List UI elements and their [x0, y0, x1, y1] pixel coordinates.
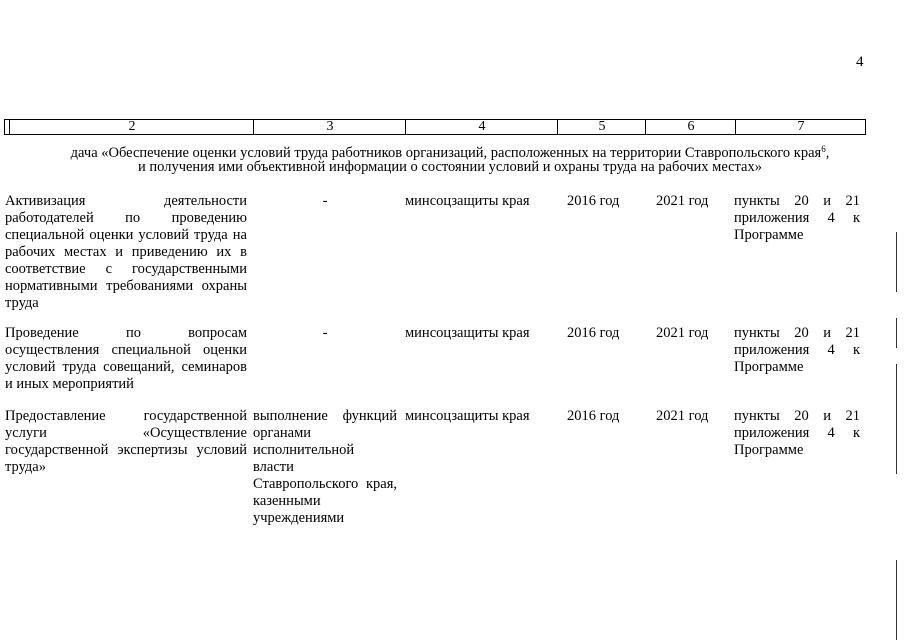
scan-edge-mark — [896, 364, 897, 474]
scan-edge-mark — [896, 232, 897, 292]
start-year: 2016 год — [567, 325, 620, 341]
responsible-executor: минсоцзащиты края — [405, 325, 530, 341]
measure-executors: - — [322, 193, 328, 209]
measure-description: Проведение по вопросам осуществления специальной оценки условий труда совещаний, семинаров и иных мероприятий — [5, 325, 247, 392]
responsible-executor: минсоцзащиты края — [405, 408, 530, 424]
section-title-line-1: дача «Обеспечение оценки условий труда работников организаций, расположенных на территории Ставропольского края$^6$, — [70, 144, 830, 161]
indicator-reference: пункты 20 и 21 приложения 4 к Программе — [734, 325, 860, 375]
indicator-reference: пункты 20 и 21 приложения 4 к Программе — [734, 408, 860, 458]
measure-description: Активизация деятельности работодателей по проведению специальной оценки условий труда на рабочих местах и приведению их в соответствие с государственными нормативными требованиями охраны труда — [5, 193, 247, 311]
start-year: 2016 год — [567, 193, 620, 209]
section-title-line-2: и получения ими объективной информации о состоянии условий и охраны труда на рабочих местах» — [138, 159, 762, 175]
page-number: 4 — [856, 54, 864, 70]
responsible-executor: минсоцзащиты края — [405, 193, 530, 209]
scan-edge-mark — [896, 318, 897, 348]
measure-executors: выполнение функций органами исполнительной власти Ставропольского края, казенными учреждениями — [253, 408, 397, 526]
start-year: 2016 год — [567, 408, 620, 424]
column-header-3: 3 — [253, 120, 406, 134]
column-header-7: 7 — [735, 120, 866, 134]
footnote-marker: 6 — [821, 144, 826, 154]
table-header-row — [4, 119, 866, 135]
column-header-5: 5 — [557, 120, 646, 134]
column-header-2: 2 — [9, 120, 254, 134]
section-title — [0, 146, 900, 174]
end-year: 2021 год — [656, 325, 709, 341]
column-header-6: 6 — [645, 120, 736, 134]
end-year: 2021 год — [656, 193, 709, 209]
end-year: 2021 год — [656, 408, 709, 424]
indicator-reference: пункты 20 и 21 приложения 4 к Программе — [734, 193, 860, 243]
measure-executors: - — [322, 325, 328, 341]
measure-description: Предоставление государственной услуги «Осуществление государственной экспертизы условий труда» — [5, 408, 247, 475]
scan-edge-mark — [896, 560, 897, 640]
column-header-4: 4 — [405, 120, 558, 134]
